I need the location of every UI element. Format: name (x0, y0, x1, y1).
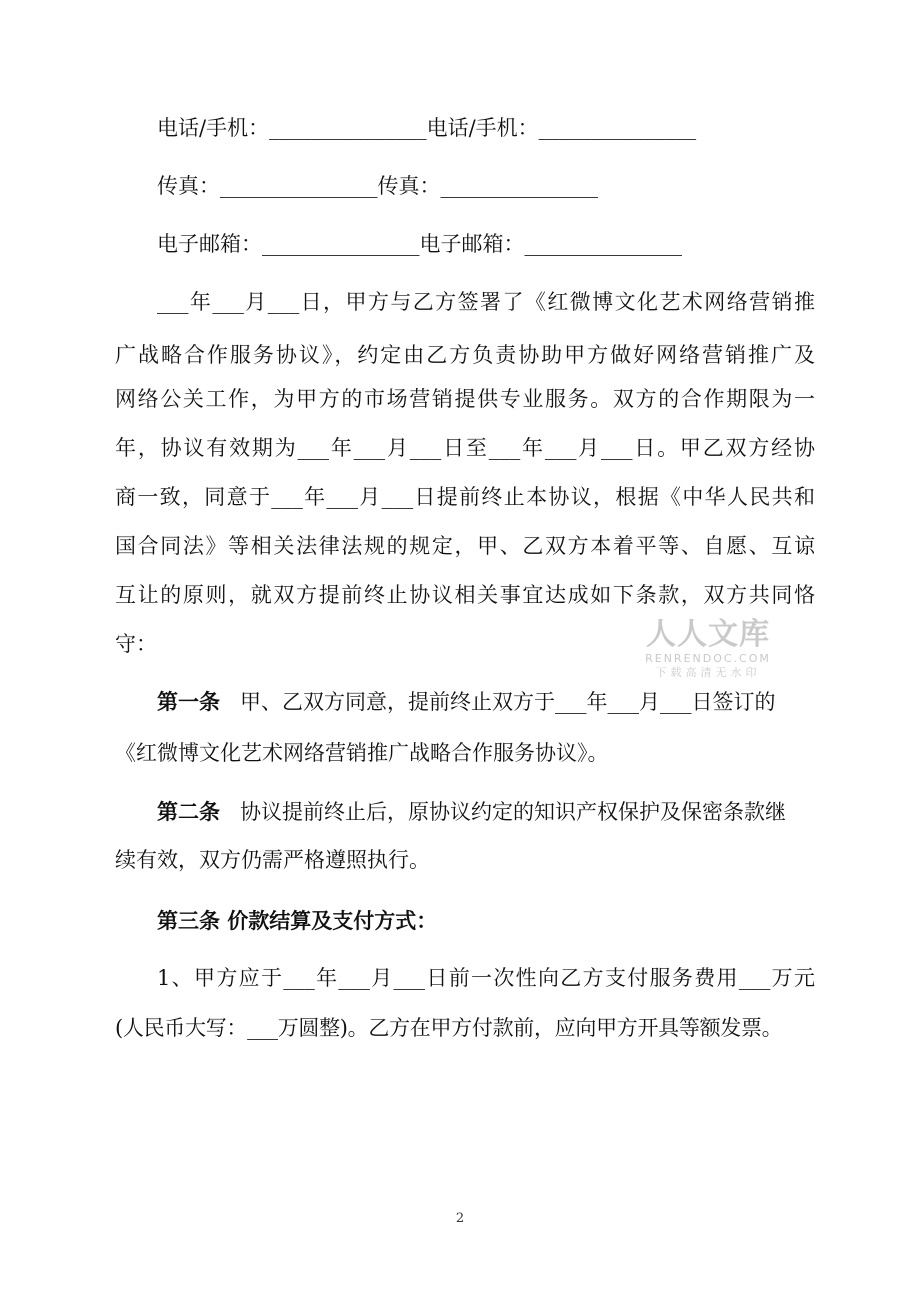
watermark-domain: RENRENDOC.COM (645, 652, 771, 665)
watermark-logo (643, 618, 773, 680)
article-1-line-2: 《红微博文化艺术网络营销推广战略合作服务协议》。 (115, 741, 609, 765)
intro-line-8: 守： (115, 632, 157, 656)
article-2-line-1 (157, 798, 815, 826)
article-2-text: 协议提前终止后，原协议约定的知识产权保护及保密条款继 (240, 800, 786, 824)
intro-line-6: 国合同法》等相关法律法规的规定，甲、乙双方本着平等、自愿、互谅 (115, 534, 815, 558)
article-3-heading: 第三条 价款结算及支付方式： (157, 908, 438, 933)
intro-line-4: 年，协议有效期为___年___月___日至___年___月___日。甲乙双方经协 (115, 436, 815, 460)
article-1-heading: 第一条 (157, 689, 220, 714)
fax-line: 传真：_______________传真：_______________ (157, 174, 598, 198)
article-3-line-2: (人民币大写：___万圆整)。乙方在甲方付款前，应向甲方开具等额发票。 (115, 1016, 783, 1040)
article-2-line-2: 续有效，双方仍需严格遵照执行。 (115, 848, 430, 872)
intro-line-1: ___年___月___日，甲方与乙方签署了《红微博文化艺术网络营销推 (157, 290, 815, 314)
page-number: 2 (455, 1211, 465, 1226)
email-line: 电子邮箱：_______________电子邮箱：_______________ (157, 232, 682, 256)
article-3-line-1: 1、甲方应于___年___月___日前一次性向乙方支付服务费用___万元 (157, 966, 815, 990)
intro-line-5: 商一致，同意于___年___月___日提前终止本协议，根据《中华人民共和 (115, 485, 815, 509)
intro-line-7: 互让的原则，就双方提前终止协议相关事宜达成如下条款，双方共同恪 (115, 583, 815, 607)
article-2-heading: 第二条 (157, 799, 220, 824)
phone-line: 电话/手机：_______________电话/手机：_______________ (157, 116, 697, 140)
article-1-text: 甲、乙双方同意，提前终止双方于___年___月___日签订的 (240, 690, 776, 714)
watermark-slogan: 下载高清无水印 (655, 666, 761, 679)
watermark-title: 人人文库 (646, 617, 770, 652)
intro-line-2: 广战略合作服务协议》，约定由乙方负责协助甲方做好网络营销推广及 (115, 343, 815, 367)
article-1-line-1 (157, 688, 815, 716)
intro-line-3: 网络公关工作，为甲方的市场营销提供专业服务。双方的合作期限为一 (115, 387, 815, 411)
